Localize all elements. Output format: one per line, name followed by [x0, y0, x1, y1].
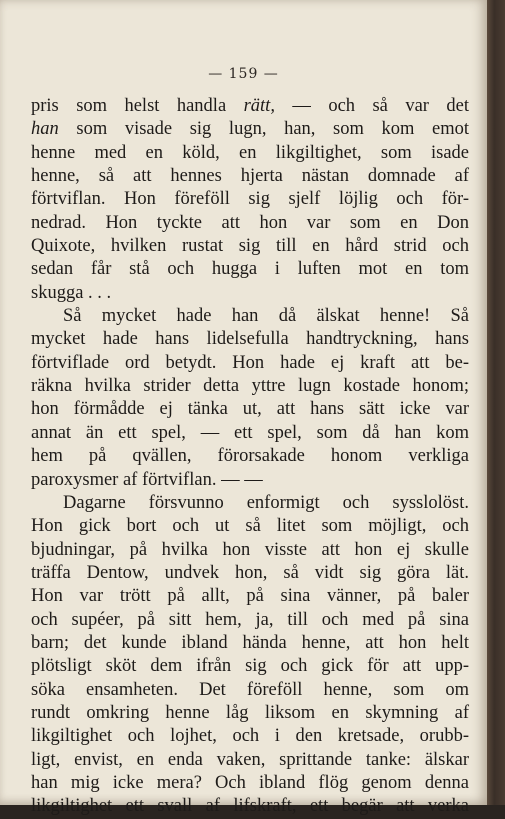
text-line: träffa Dentow, undvek hon, så vidt sig göra lät.	[31, 562, 469, 583]
text-line: paroxysmer af förtviflan. — —	[31, 469, 263, 490]
text-line: ligt, envist, en enda vaken, sprittande tanke: älskar	[31, 749, 469, 770]
text-line: Hon var trött på allt, på sina vänner, på baler	[31, 586, 469, 607]
text-line: likgiltighet och lojhet, och i den kretsade, orubb-	[31, 726, 469, 747]
text-line: barn; det kunde ibland hända henne, att hon helt	[31, 632, 469, 653]
body-text	[31, 95, 469, 819]
text-line: henne med en köld, en likgiltighet, som isade	[31, 142, 469, 163]
text-line: förtviflade ord betydt. Hon hade ej kraft att be-	[31, 352, 469, 373]
text-line: söka ensamheten. Det föreföll henne, som om	[31, 679, 469, 700]
text-line: räkna hvilka strider detta yttre lugn kostade honom;	[31, 376, 469, 397]
text-line: förtviflan. Hon föreföll sig sjelf löjlig och för-	[31, 189, 469, 210]
page-edge	[487, 0, 505, 805]
text-line: pris som helst handla rätt, — och så var det	[31, 96, 469, 116]
text-line: han mig icke mera? Och ibland flög genom denna	[31, 772, 469, 793]
text-line: rundt omkring henne låg liksom en skymning af	[31, 702, 469, 723]
text-line: Så mycket hade han då älskat henne! Så	[63, 306, 469, 327]
text-line: Hon gick bort och ut så litet som möjligt, och	[31, 516, 469, 537]
text-line: och supéer, på sitt hem, ja, till och med på sina	[31, 609, 469, 630]
text-line: hon förmådde ej tänka ut, att hans sätt icke var	[31, 399, 469, 420]
text-line: nedrad. Hon tyckte att hon var som en Don	[31, 212, 469, 233]
text-line: Quixote, hvilken rustat sig till en hård strid och	[31, 236, 469, 257]
text-line: henne, så att hennes hjerta nästan domnade af	[31, 166, 469, 187]
text-line: han som visade sig lugn, han, som kom emot	[31, 119, 469, 140]
text-line: hem på qvällen, förorsakade honom verkliga	[31, 446, 469, 467]
text-line: sedan får stå och hugga i luften mot en tom	[31, 259, 469, 280]
text-line: annat än ett spel, — ett spel, som då han kom	[31, 422, 469, 443]
text-line: mycket hade hans lidelsefulla handtryckning, hans	[31, 329, 469, 350]
page-number: — 159 —	[208, 66, 279, 82]
text-line: bjudningar, på hvilka hon visste att hon ej skulle	[31, 539, 469, 560]
text-line: Dagarne försvunno enformigt och sysslolöst.	[63, 492, 469, 513]
text-line: plötsligt sköt dem ifrån sig och gick för att upp-	[31, 656, 469, 677]
text-line: skugga . . .	[31, 282, 112, 303]
text-line: likgiltighet ett svall af lifskraft, ett begär att verka	[31, 796, 469, 817]
